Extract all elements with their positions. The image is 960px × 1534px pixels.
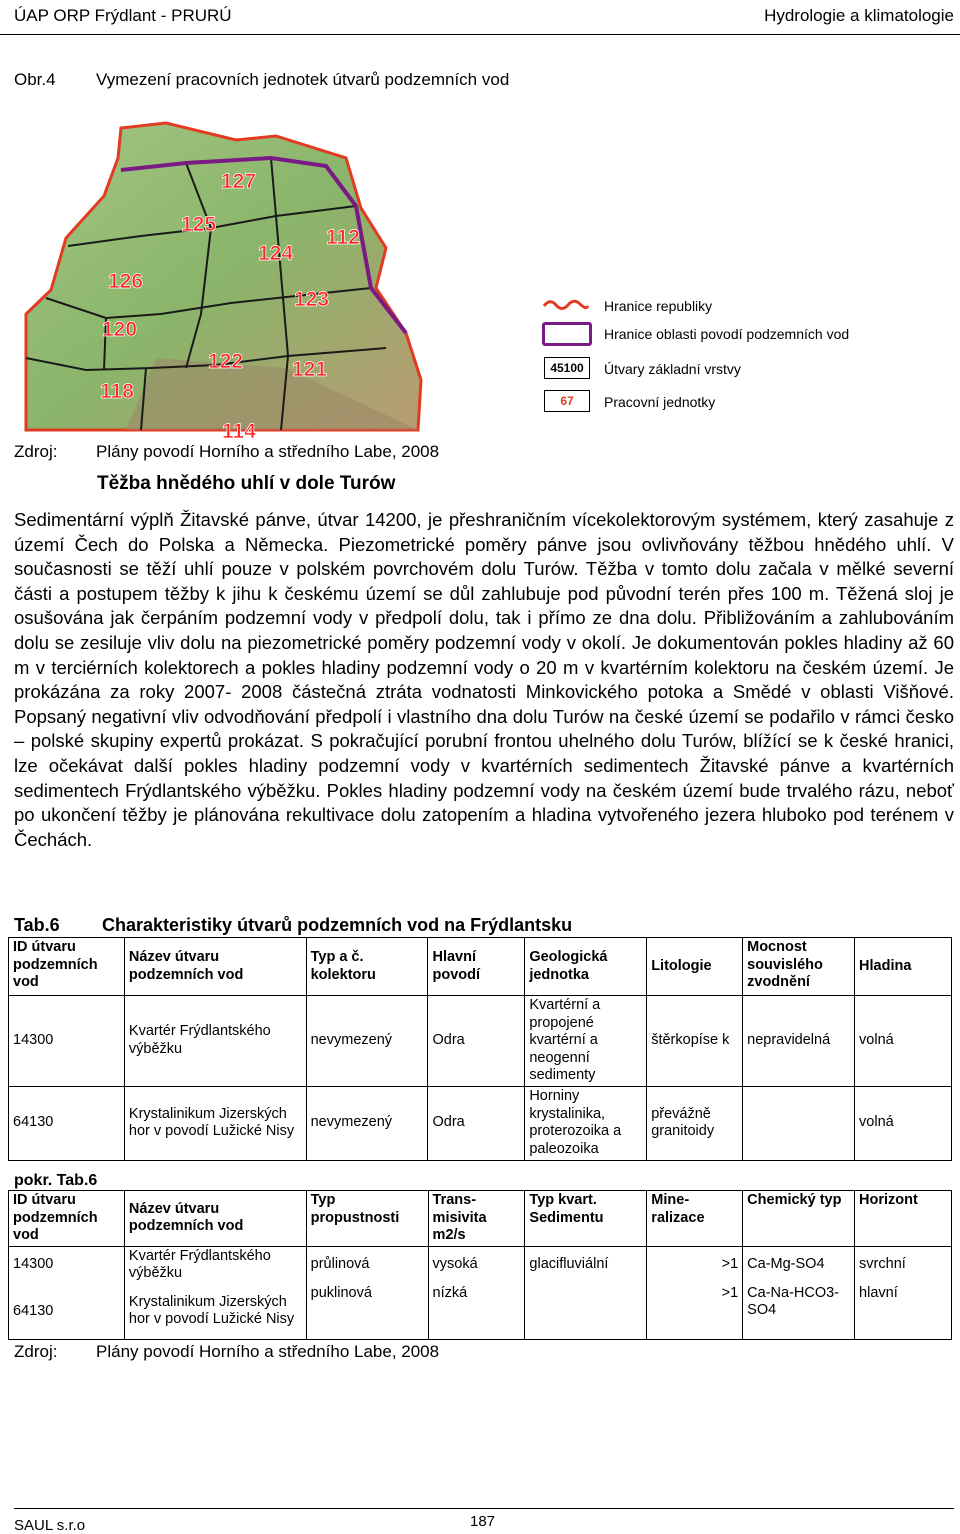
header-left: ÚAP ORP Frýdlant - PRURÚ [14,6,232,25]
table-cell: nízká [428,1284,525,1340]
map-label-112: 112 [326,226,360,249]
table-header: Název útvaru podzemních vod [124,938,306,996]
table-caption [14,915,573,936]
table-header: Hladina [855,938,952,996]
basin-border-symbol [542,322,592,346]
table-continuation-label: pokr. Tab.6 [14,1172,98,1189]
table-header: Chemický typ [743,1191,855,1247]
table-header: Geologická jednotka [525,938,647,996]
table-cell: Krystalinikum Jizerských hor v povodí Lužické Nisy [124,1086,306,1160]
table-cell: puklinová [306,1284,428,1340]
table-cell: převážně granitoidy [647,1086,743,1160]
table-header: Litologie [647,938,743,996]
map-label-124: 124 [258,242,294,265]
map-label-120: 120 [102,318,138,341]
table-cell: 64130 [9,1086,125,1160]
map-legend [540,290,950,420]
source-label: Zdroj: [14,442,58,461]
table-header-row [9,938,952,996]
page-number: 187 [470,1513,496,1530]
table-cell: >1 [647,1284,743,1340]
table-cell: glacifluviální [525,1246,647,1284]
table-header: ID útvaru podzemních vod [9,938,125,996]
legend-row-base-layer [540,355,950,385]
legend-republic-border-label: Hranice republiky [604,298,713,314]
table-header: ID útvaru podzemních vod [9,1191,125,1247]
table-header: Mocnost souvislého zvodnění [743,938,855,996]
table-header: Typ kvart. Sedimentu [525,1191,647,1247]
map-label-127: 127 [221,170,257,193]
legend-base-layer-label: Útvary základní vrstvy [604,361,741,377]
table-row [9,1086,952,1160]
table-label: Tab.6 [14,915,60,935]
legend-basin-border-label: Hranice oblasti povodí podzemních vod [604,326,850,342]
table-header: Název útvaru podzemních vod [124,1191,306,1247]
body-paragraph: Sedimentární výplň Žitavské pánve, útvar 14200, je přeshraničním vícekolektorovým systémem, který zasahuje z území Čech do Polska a Německa. Piezometrické poměry pánve jsou ovlivňovány těžbou hnědého uhlí. V současnosti se těží uhlí pouze v polském povrchovém dolu Turów. Těžba v tomto dolu začala v mělké severní části a postupem těžby k jihu k českému území se důl zahlubuje pod původní terén přes 100 m. Těžená sloj je osušována jak čerpáním podzemní vody v předpolí dolu, tak i přímo ze dna dolu. Přibližováním a zahlubováním dolu se zesiluje vliv dolu na piezometrické poměry podzemní vody v okolí. Je dokumentován pokles hladiny až 60 m v terciérních kolektorech a pokles hladiny podzemní vody o 20 m v kvartérním kolektoru na českém území. Je prokázána za roky 2007- 2008 částečná ztráta vodnatosti Minkovického potoka a Smědé v oblasti Višňové. Popsaný negativní vliv odvodňování předpolí i vlastního dna dolu Turów na české území se podařilo v rámci česko – polské skupiny expertů prokázat. S pokračující porubní frontou uhelného dolu Turów, blížící se k české hranici, lze očekávat další pokles hladiny podzemní vody v kvartérních sedimentech Žitavské pánve a kvartérních sedimentech Frýdlantského výběžku. Pokles hladiny podzemní vody na českém území bude trvalého rázu, neboť po ukončení těžby je plánována rekultivace dolu zatopením a hladina vytvořeného jezera hluboko pod terénem v Čechách. [14,509,954,850]
table-cell: svrchní [855,1246,952,1284]
table-cell: nevymezený [306,1086,428,1160]
table-cell: >1 [647,1246,743,1284]
table-cell: Ca-Mg-SO4 [743,1246,855,1284]
header-right: Hydrologie a klimatologie [764,6,954,25]
table-cell: Ca-Na-HCO3-SO4 [743,1284,855,1340]
aquifer-table-continued [8,1190,952,1340]
map-label-123: 123 [294,288,330,311]
legend-row-republic-border [540,292,950,322]
table-row [9,1246,952,1284]
map-label-114: 114 [222,420,256,443]
table-header: Hlavní povodí [428,938,525,996]
source-value: Plány povodí Horního a středního Labe, 2008 [96,442,440,461]
table-header: Trans-misivita m2/s [428,1191,525,1247]
aquifer-table [8,937,952,1161]
table-source [14,1342,440,1362]
legend-work-unit-label: Pracovní jednotky [604,394,716,410]
table-cell: Kvartér Frýdlantského výběžku [124,996,306,1087]
page-footer [14,1508,954,1533]
table-cell: Krystalinikum Jizerských hor v povodí Lužické Nisy [124,1284,306,1340]
table-cell: Kvartér Frýdlantského výběžku [124,1246,306,1284]
table-cell: volná [855,1086,952,1160]
table-cell: průlinová [306,1246,428,1284]
table-header: Horizont [855,1191,952,1247]
table-cell: Horniny krystalinika, proterozoika a paleozoika [525,1086,647,1160]
table-cell [525,1284,647,1340]
map-label-126: 126 [108,270,144,293]
source-label: Zdroj: [14,1342,58,1361]
map-label-122: 122 [208,350,244,373]
table-cell: 64130 [9,1284,125,1340]
footer-company: SAUL s.r.o [14,1517,86,1534]
figure-source [14,442,440,462]
table-cell: hlavní [855,1284,952,1340]
table-cell: 14300 [9,996,125,1087]
source-value: Plány povodí Horního a středního Labe, 2008 [96,1342,440,1361]
map-label-121: 121 [292,358,328,381]
table-row [9,1284,952,1340]
table-cell: Odra [428,996,525,1087]
map-label-118: 118 [100,380,134,403]
table-title: Charakteristiky útvarů podzemních vod na Frýdlantsku [102,915,573,935]
map-label-125: 125 [181,213,217,236]
section-title: Těžba hnědého uhlí v dole Turów [97,473,396,494]
base-layer-code-box: 45100 [544,357,590,379]
table-header: Typ a č. kolektoru [306,938,428,996]
table-cell [743,1086,855,1160]
table-row [9,996,952,1087]
table-header: Typ propustnosti [306,1191,428,1247]
page-header [0,0,960,35]
figure-title: Vymezení pracovních jednotek útvarů podzemních vod [96,70,510,89]
legend-row-basin-border [540,320,950,350]
groundwater-map [26,118,446,443]
legend-row-work-unit [540,388,950,418]
table-cell: nevymezený [306,996,428,1087]
table-cell: nepravidelná [743,996,855,1087]
table-cell: Kvartérní a propojené kvartérní a neogenní sedimenty [525,996,647,1087]
work-unit-code-box: 67 [544,390,590,412]
table-cell: štěrkopíse k [647,996,743,1087]
figure-number: Obr.4 [14,70,56,89]
table-header: Mine-ralizace [647,1191,743,1247]
table-header-row [9,1191,952,1247]
table-cell: 14300 [9,1246,125,1284]
republic-border-symbol [542,296,590,312]
table-cell: Odra [428,1086,525,1160]
table-cell: vysoká [428,1246,525,1284]
table-cell: volná [855,996,952,1087]
